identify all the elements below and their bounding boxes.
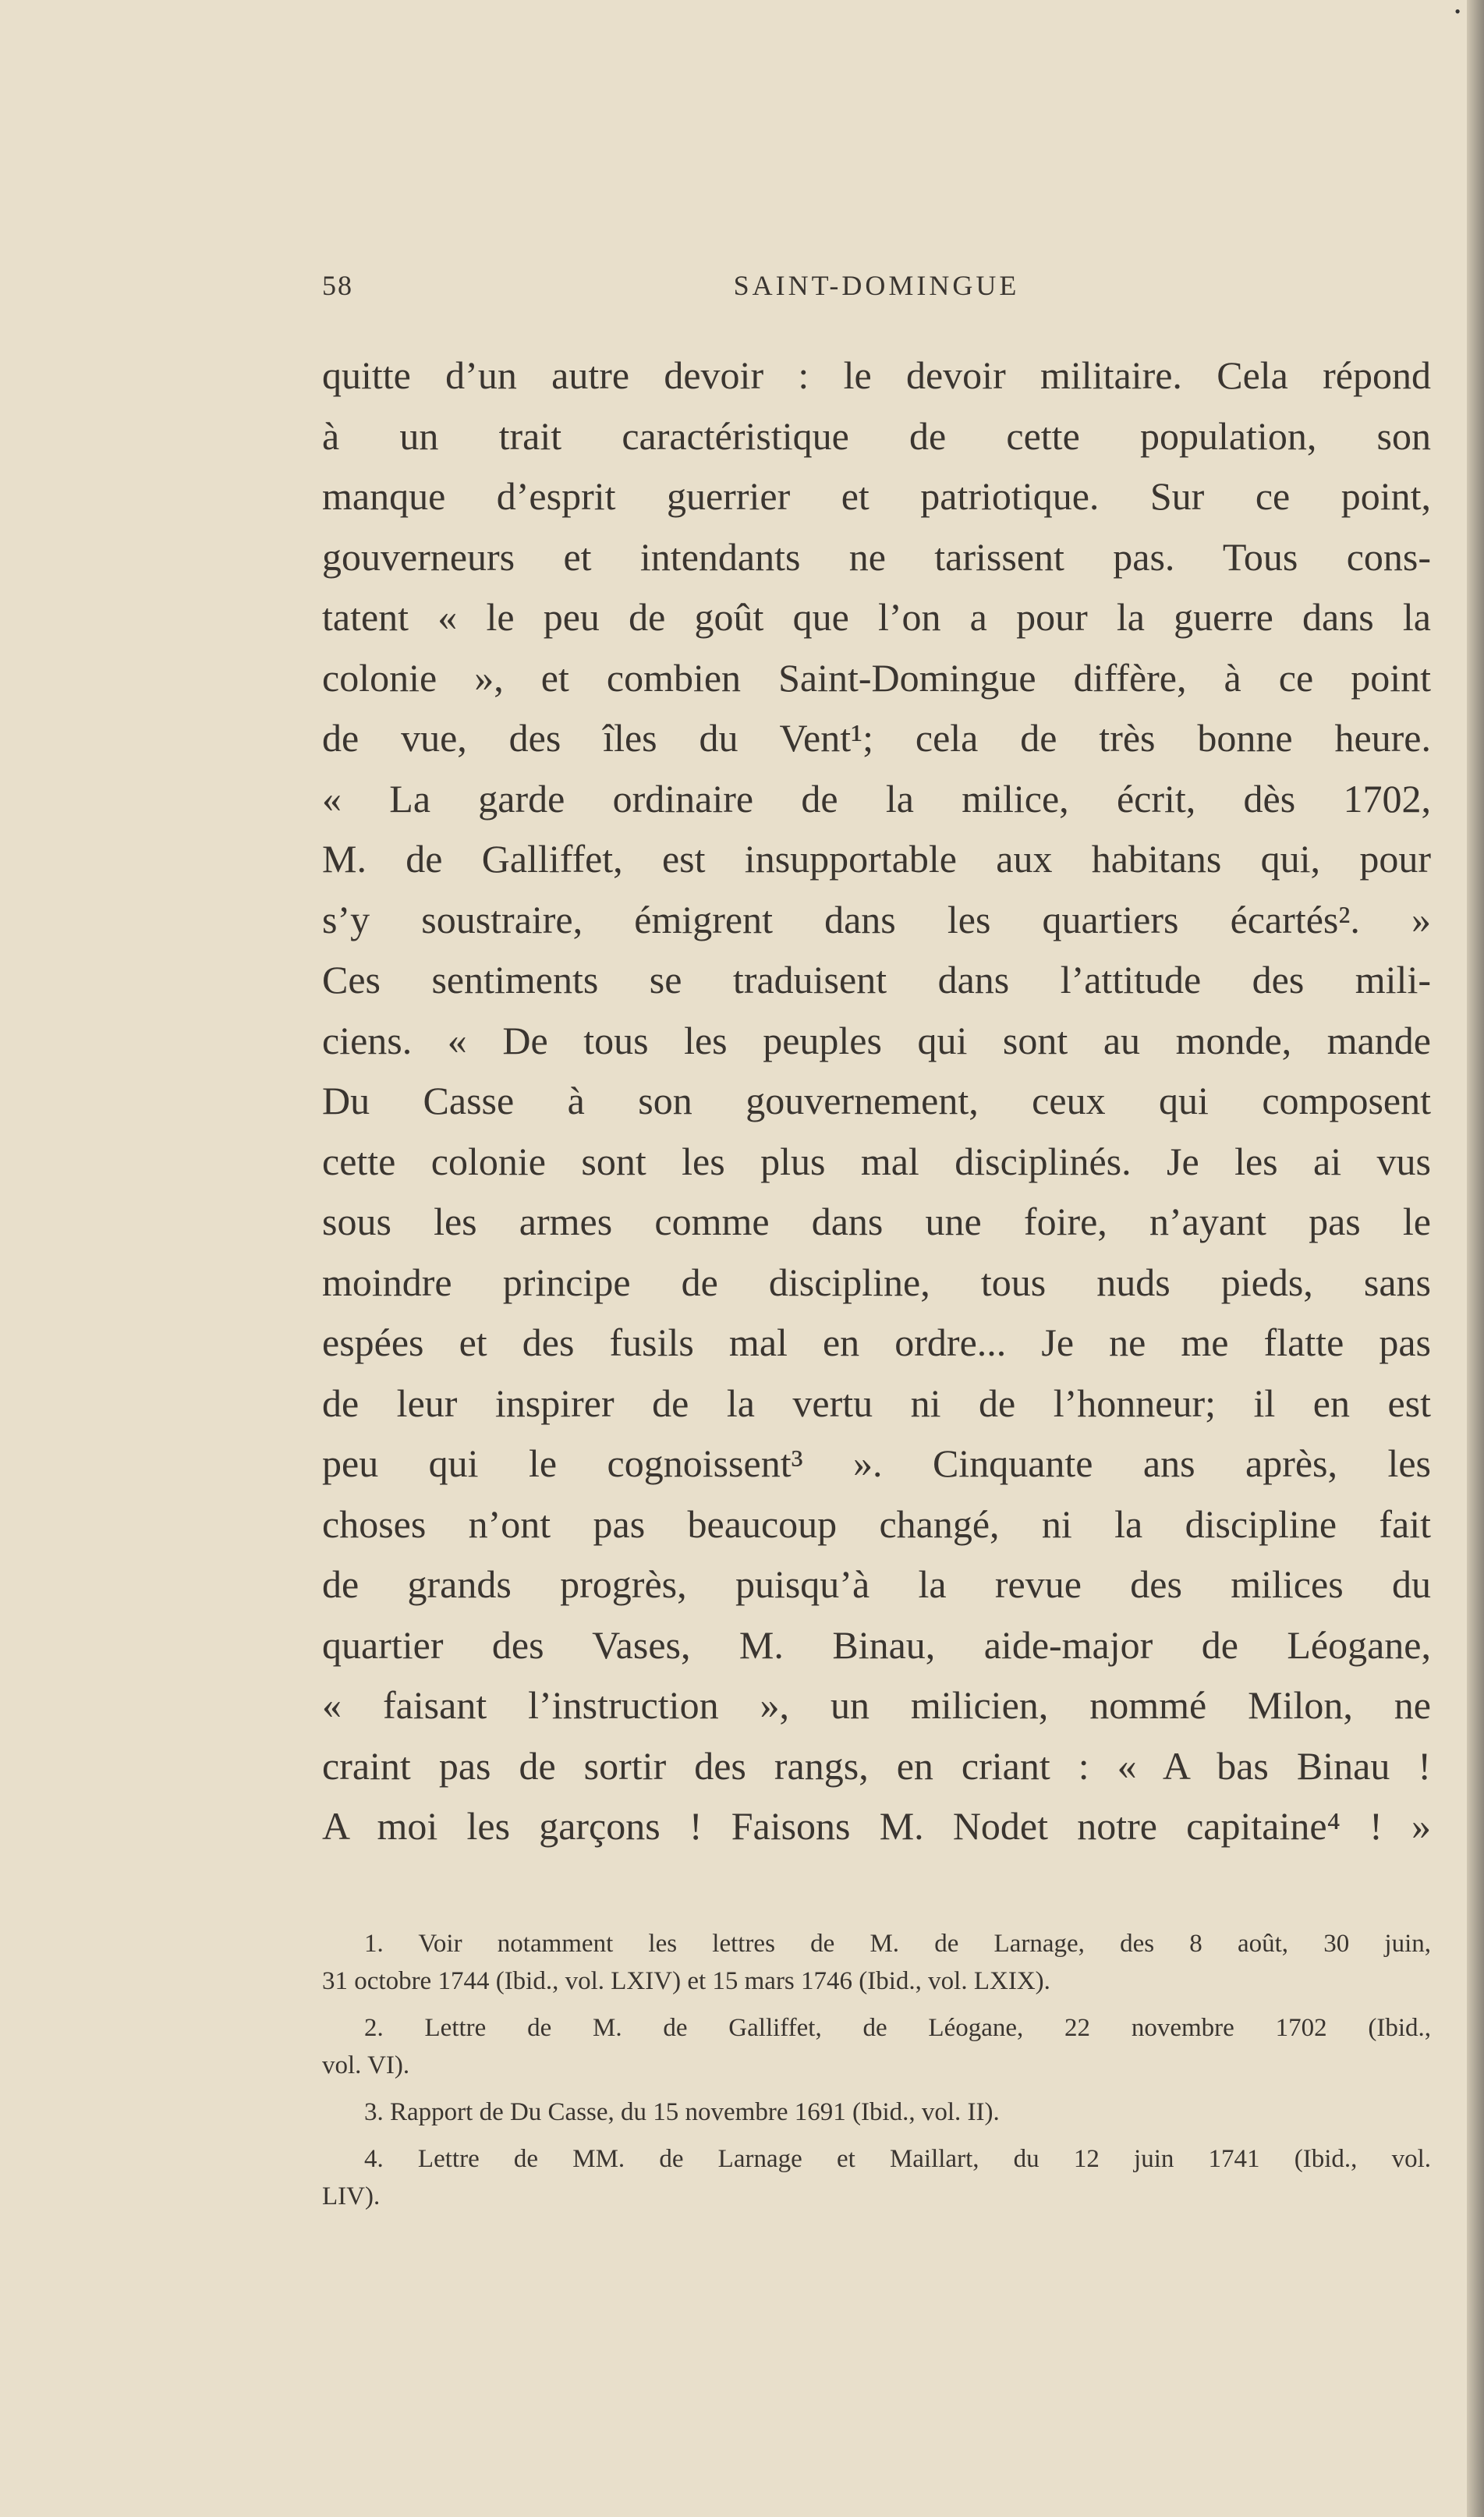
- footnotes: [322, 1925, 1431, 2215]
- text-line: tatent « le peu de goût que l’on a pour la guerre dans la: [322, 595, 1431, 639]
- text-line: « faisant l’instruction », un milicien, nommé Milon, ne: [322, 1683, 1431, 1727]
- text-line: manque d’esprit guerrier et patriotique. Sur ce point,: [322, 474, 1431, 518]
- text-line: peu qui le cognoissent³ ». Cinquante ans après, les: [322, 1441, 1431, 1485]
- page-edge: [1467, 0, 1484, 2517]
- text-line: espées et des fusils mal en ordre... Je ne me flatte pas: [322, 1321, 1431, 1364]
- running-header: [322, 269, 1431, 308]
- scan-mark: •: [1454, 2, 1461, 21]
- text-line: A moi les garçons ! Faisons M. Nodet notre capitaine⁴ ! »: [322, 1804, 1431, 1848]
- text-line: choses n’ont pas beaucoup changé, ni la discipline fait: [322, 1501, 1431, 1546]
- text-line: Ces sentiments se traduisent dans l’attitude des mili-: [322, 958, 1431, 1001]
- text-line: de grands progrès, puisqu’à la revue des milices du: [322, 1562, 1431, 1606]
- text-line: sous les armes comme dans une foire, n’ayant pas le: [322, 1200, 1431, 1243]
- text-line: moindre principe de discipline, tous nuds pieds, sans: [322, 1260, 1431, 1304]
- footnote-line: LIV).: [322, 2182, 381, 2210]
- text-line: cette colonie sont les plus mal disciplinés. Je les ai vus: [322, 1139, 1431, 1183]
- footnote-line: 1. Voir notamment les lettres de M. de Larnage, des 8 août, 30 juin,: [364, 1930, 1431, 1958]
- text-line: quitte d’un autre devoir : le devoir militaire. Cela répond: [322, 353, 1431, 397]
- text-line: ciens. « De tous les peuples qui sont au monde, mande: [322, 1018, 1431, 1062]
- footnote-line: 4. Lettre de MM. de Larnage et Maillart, du 12 juin 1741 (Ibid., vol.: [364, 2145, 1431, 2173]
- text-line: de vue, des îles du Vent¹; cela de très bonne heure.: [322, 716, 1431, 760]
- page-number: 58: [322, 270, 353, 301]
- footnote-line: 31 octobre 1744 (Ibid., vol. LXIV) et 15 mars 1746 (Ibid., vol. LXIX).: [322, 1967, 1050, 1995]
- footnote-line: 2. Lettre de M. de Galliffet, de Léogane, 22 novembre 1702 (Ibid.,: [364, 2014, 1431, 2042]
- text-line: à un trait caractéristique de cette population, son: [322, 413, 1431, 458]
- text-line: quartier des Vases, M. Binau, aide-major de Léogane,: [322, 1622, 1431, 1667]
- text-line: craint pas de sortir des rangs, en criant : « A bas Binau !: [322, 1743, 1431, 1788]
- running-title: SAINT-DOMINGUE: [733, 270, 1020, 301]
- text-line: « La garde ordinaire de la milice, écrit, dès 1702,: [322, 776, 1431, 821]
- text-line: M. de Galliffet, est insupportable aux habitans qui, pour: [322, 837, 1431, 881]
- text-line: gouverneurs et intendants ne tarissent pas. Tous cons-: [322, 534, 1431, 579]
- footnote-line: 3. Rapport de Du Casse, du 15 novembre 1691 (Ibid., vol. II).: [364, 2098, 1000, 2126]
- text-line: Du Casse à son gouvernement, ceux qui composent: [322, 1079, 1431, 1122]
- text-line: colonie », et combien Saint-Domingue diffère, à ce point: [322, 655, 1431, 700]
- body-text: [322, 346, 1431, 1857]
- footnote-line: vol. VI).: [322, 2051, 410, 2079]
- text-line: s’y soustraire, émigrent dans les quartiers écartés². »: [322, 897, 1431, 941]
- text-line: de leur inspirer de la vertu ni de l’honneur; il en est: [322, 1381, 1431, 1425]
